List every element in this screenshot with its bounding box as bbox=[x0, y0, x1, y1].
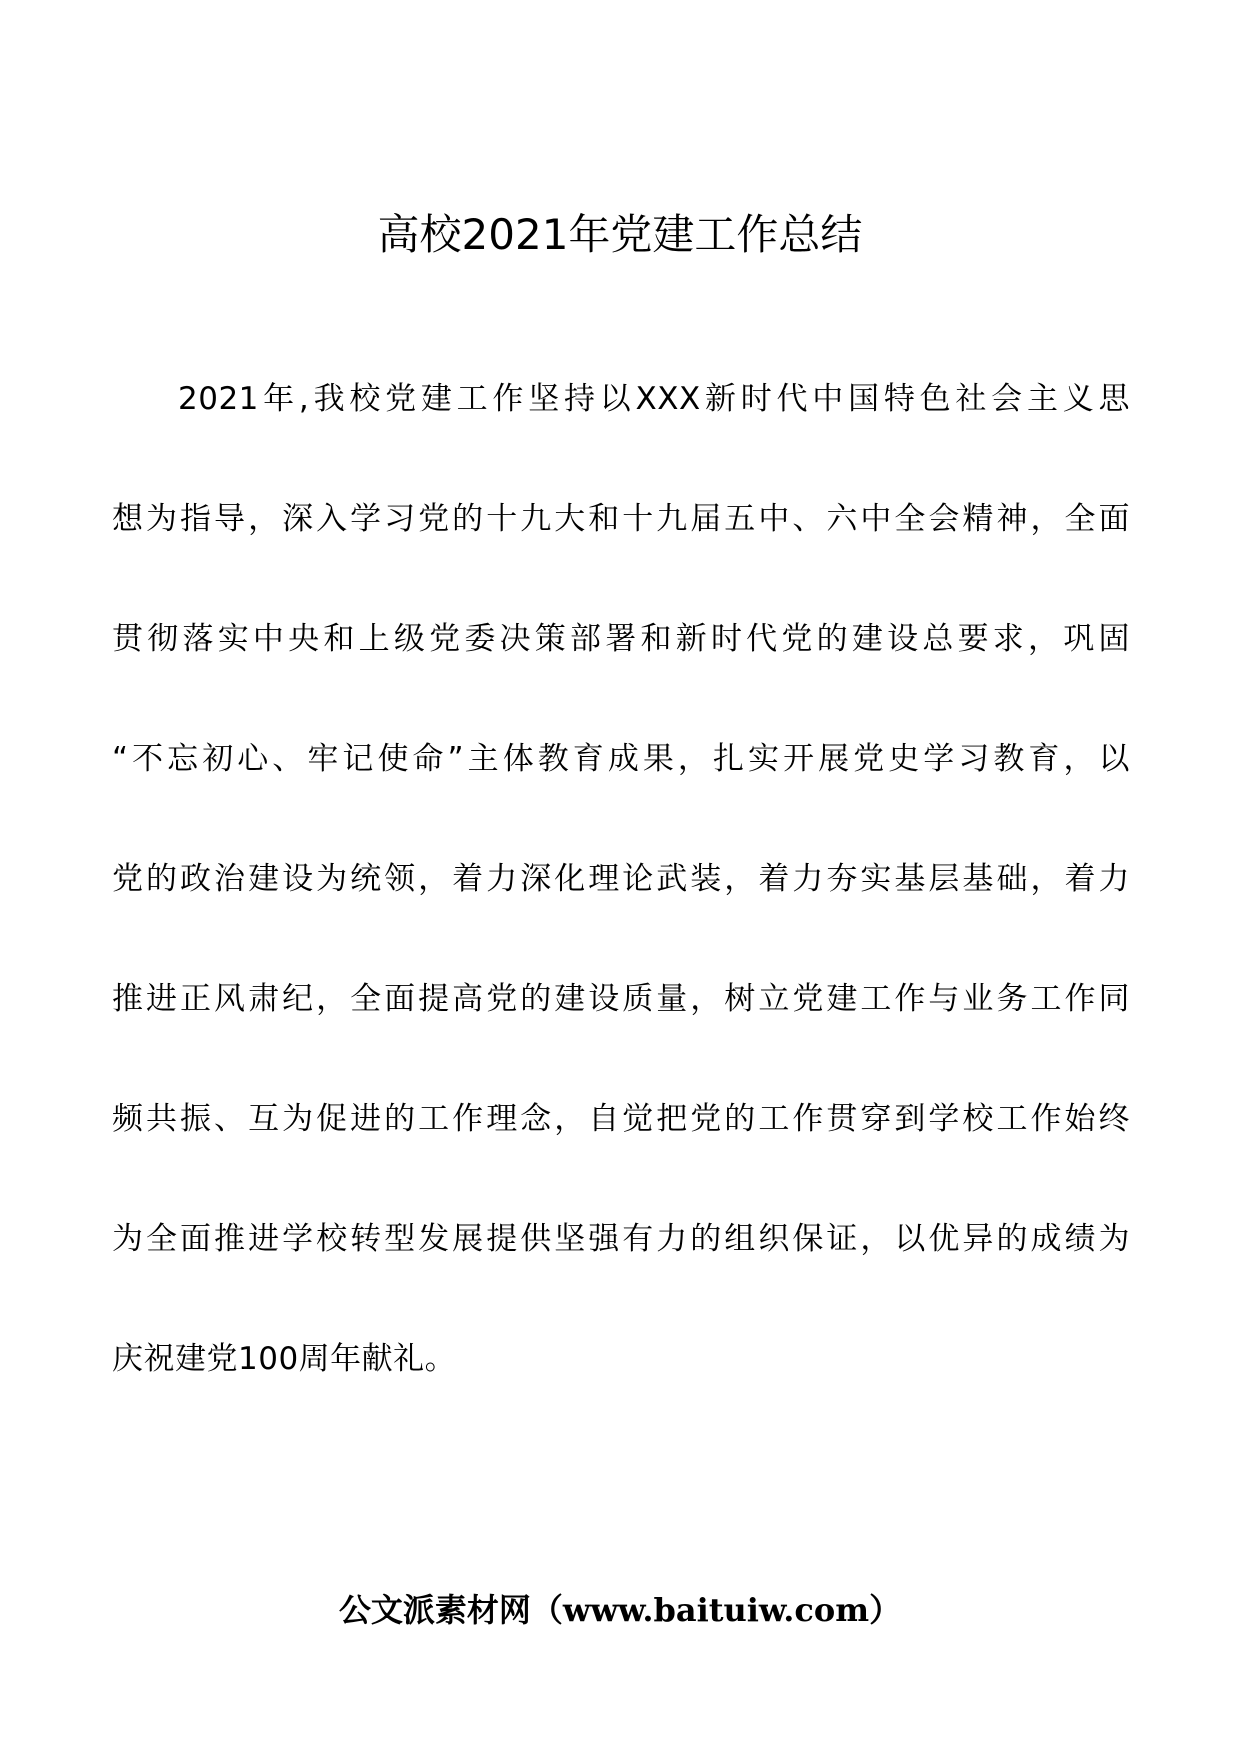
body-line-9: 庆祝建党100周年献礼。 bbox=[112, 1341, 457, 1377]
body-line-3: 贯彻落实中央和上级党委决策部署和新时代党的建设总要求，巩固 bbox=[112, 621, 1130, 657]
source-footer: 公文派素材网（www.baituiw.com） bbox=[338, 1591, 902, 1629]
body-line-7: 频共振、互为促进的工作理念，自觉把党的工作贯穿到学校工作始终 bbox=[112, 1101, 1130, 1137]
body-line-2: 想为指导，深入学习党的十九大和十九届五中、六中全会精神，全面 bbox=[112, 501, 1130, 537]
body-line-8: 为全面推进学校转型发展提供坚强有力的组织保证，以优异的成绩为 bbox=[112, 1221, 1130, 1257]
body-line-4: “不忘初心、牢记使命”主体教育成果，扎实开展党史学习教育，以 bbox=[112, 741, 1130, 777]
document-title: 高校2021年党建工作总结 bbox=[377, 210, 863, 259]
body-line-5: 党的政治建设为统领，着力深化理论武装，着力夯实基层基础，着力 bbox=[112, 861, 1130, 897]
body-line-6: 推进正风肃纪，全面提高党的建设质量，树立党建工作与业务工作同 bbox=[112, 981, 1130, 1017]
body-line-1: 2021年,我校党建工作坚持以XXX新时代中国特色社会主义思 bbox=[178, 381, 1130, 417]
